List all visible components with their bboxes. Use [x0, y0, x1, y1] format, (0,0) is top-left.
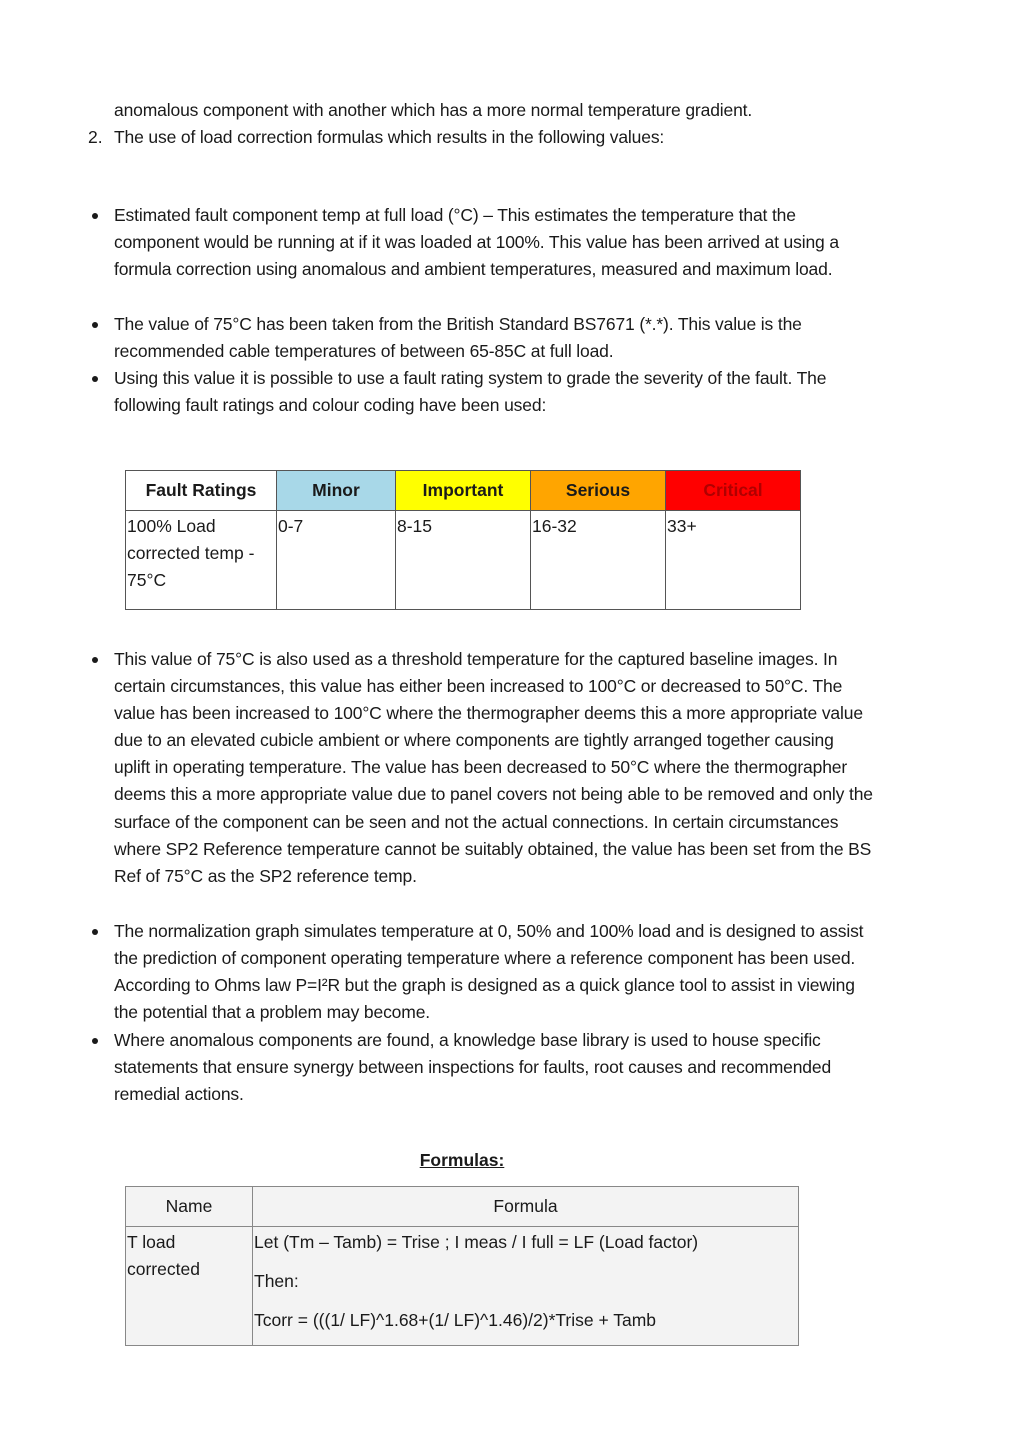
- bullet-dot: [92, 1038, 98, 1044]
- header-serious: Serious: [531, 471, 666, 511]
- bullet-estimated-fault: Estimated fault component temp at full load (°C) – This estimates the temperature that the component would be running at if it was loaded at 100%. This value has been arrived at using a formula correction using anomalous and ambient temperatures, measured and maximum load.: [114, 205, 839, 280]
- continuation-text: anomalous component with another which has a more normal temperature gradient.: [114, 100, 753, 120]
- formulas-header-row: [126, 1187, 799, 1227]
- list-number-2: 2.: [88, 127, 103, 147]
- formulas-title: Formulas:: [419, 1150, 505, 1170]
- bullet-normalization-graph: The normalization graph simulates temperature at 0, 50% and 100% load and is designed to assist the prediction of component operating temperature where a reference component has been used. According to Ohms law P=I²R but the graph is designed as a quick glance tool to assist in viewing the potential that a problem may become.: [114, 921, 864, 1023]
- formula-line-3: Tcorr = (((1/ LF)^1.68+(1/ LF)^1.46)/2)*Trise + Tamb: [254, 1310, 657, 1330]
- formula-line-1: Let (Tm – Tamb) = Trise ; I meas / I full = LF (Load factor): [254, 1232, 699, 1252]
- list-item-2-text: The use of load correction formulas which results in the following values:: [114, 127, 665, 147]
- cell-minor-range: 0-7: [277, 511, 396, 610]
- table-row: [126, 1227, 799, 1346]
- bullet-dot: [92, 213, 98, 219]
- formulas-table: [125, 1186, 799, 1346]
- formula-body: [253, 1227, 799, 1346]
- bullet-knowledge-base: Where anomalous components are found, a knowledge base library is used to house specific statements that ensure synergy between inspections for faults, root causes and recommended remedial actions.: [114, 1030, 832, 1105]
- bullet-threshold-temperature: This value of 75°C is also used as a threshold temperature for the captured baseline images. In certain circumstances, this value has either been increased to 100°C or decreased to 50°C. The value has been increased to 100°C where the thermographer deems this a more appropriate value due to an elevated cubicle ambient or where components are tightly arranged together causing uplift in operating temperature. The value has been decreased to 50°C where the thermographer deems this a more appropriate value due to panel covers not being able to be removed and only the surface of the component can be seen and not the actual connections. In certain circumstances where SP2 Reference temperature cannot be suitably obtained, the value has been set from the BS Ref of 75°C as the SP2 reference temp.: [114, 649, 873, 886]
- ratings-header-row: [126, 471, 801, 511]
- formula-line-2: Then:: [254, 1271, 299, 1291]
- formula-name: T load corrected: [126, 1227, 253, 1346]
- bullet-dot: [92, 929, 98, 935]
- cell-serious-range: 16-32: [531, 511, 666, 610]
- fault-ratings-table: [125, 470, 801, 610]
- header-critical: Critical: [666, 471, 801, 511]
- header-name: Name: [126, 1187, 253, 1227]
- header-important: Important: [396, 471, 531, 511]
- bullet-dot: [92, 376, 98, 382]
- cell-important-range: 8-15: [396, 511, 531, 610]
- bullet-fault-rating-system: Using this value it is possible to use a fault rating system to grade the severity of the fault. The following fault ratings and colour coding have been used:: [114, 368, 827, 416]
- header-fault-ratings: Fault Ratings: [126, 471, 277, 511]
- bullet-bs7671: The value of 75°C has been taken from the British Standard BS7671 (*.*). This value is the recommended cable temperatures of between 65-85C at full load.: [114, 314, 802, 362]
- table-row: [126, 511, 801, 610]
- bullet-dot: [92, 657, 98, 663]
- header-formula: Formula: [253, 1187, 799, 1227]
- bullet-dot: [92, 322, 98, 328]
- cell-load-corrected-label: 100% Load corrected temp - 75°C: [126, 511, 277, 610]
- cell-critical-range: 33+: [666, 511, 801, 610]
- header-minor: Minor: [277, 471, 396, 511]
